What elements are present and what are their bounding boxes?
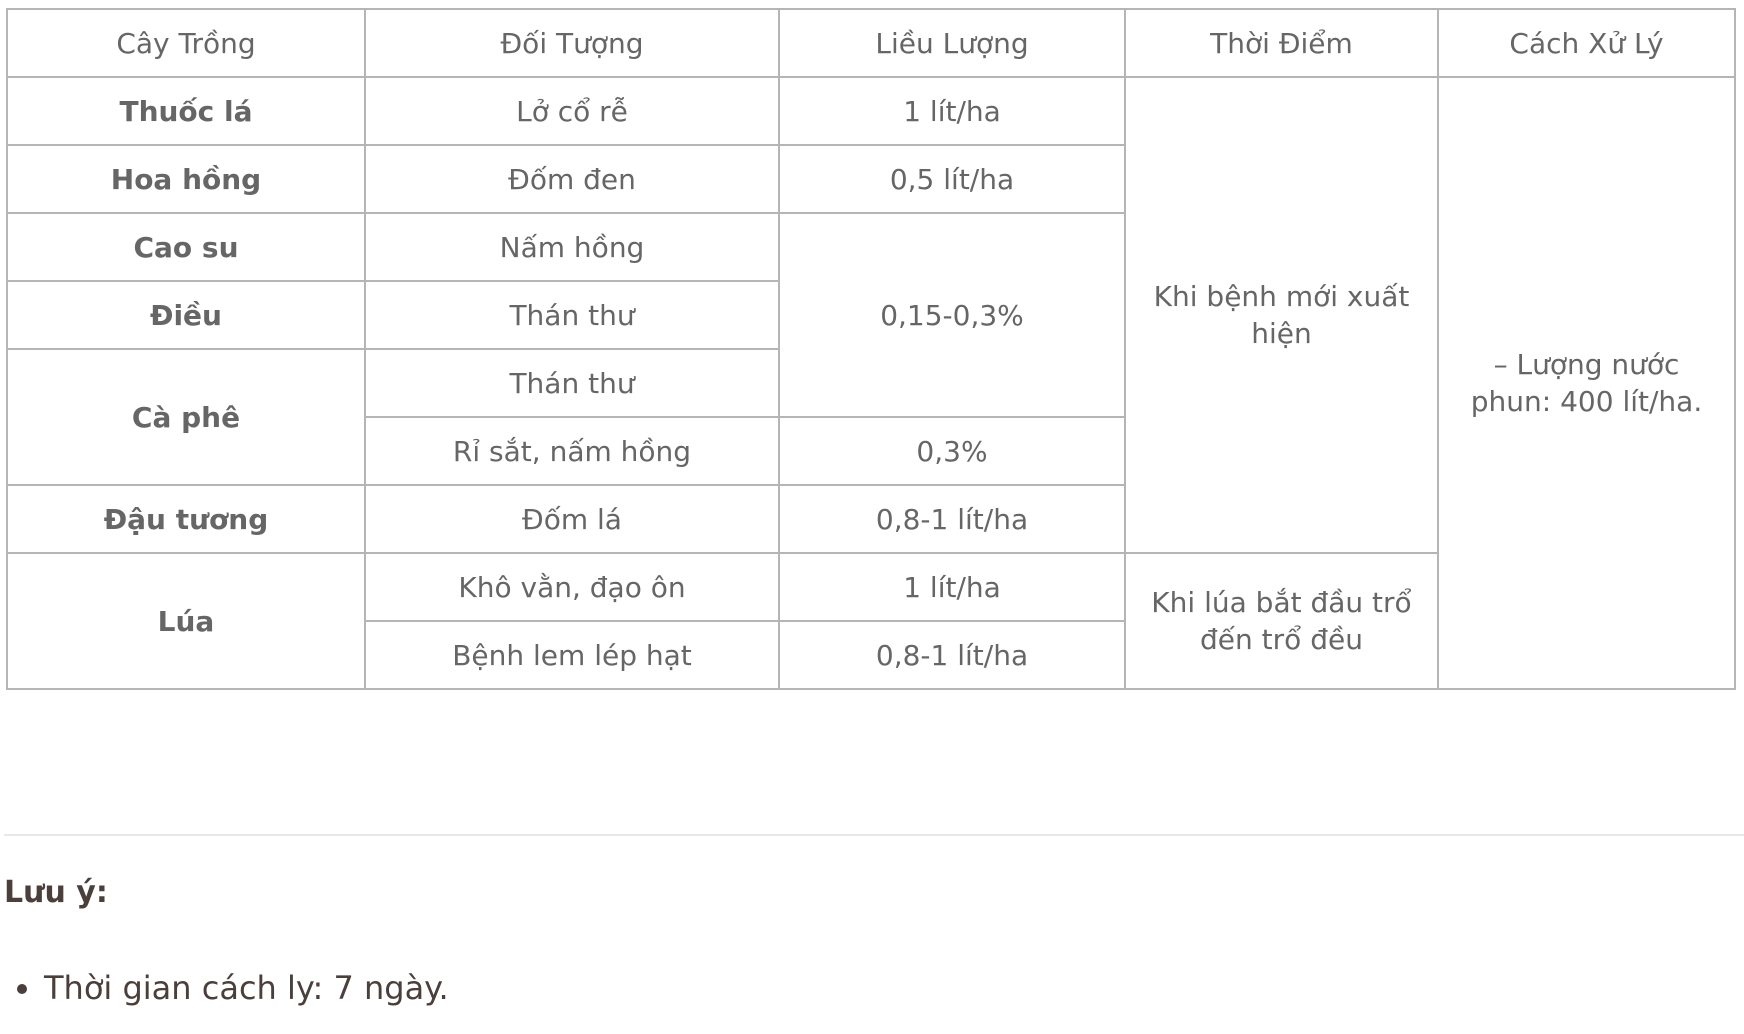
list-item: • Thời gian cách ly: 7 ngày. (44, 966, 449, 1010)
target-cell: Thán thư (365, 281, 779, 349)
target-cell: Đốm lá (365, 485, 779, 553)
section-divider (4, 834, 1744, 836)
target-cell: Lở cổ rễ (365, 77, 779, 145)
header-target: Đối Tượng (365, 9, 779, 77)
header-timing: Thời Điểm (1125, 9, 1438, 77)
crop-cell: Điều (7, 281, 365, 349)
target-cell: Rỉ sắt, nấm hồng (365, 417, 779, 485)
note-title: Lưu ý: (4, 875, 108, 910)
header-crop: Cây Trồng (7, 9, 365, 77)
dose-cell: 1 lít/ha (779, 77, 1125, 145)
crop-cell: Cà phê (7, 349, 365, 485)
dose-cell: 0,5 lít/ha (779, 145, 1125, 213)
crop-cell: Đậu tương (7, 485, 365, 553)
treatment-cell: – Lượng nước phun: 400 lít/ha. (1438, 77, 1735, 689)
dose-cell: 0,8-1 lít/ha (779, 485, 1125, 553)
crop-cell: Thuốc lá (7, 77, 365, 145)
table-header-row (7, 9, 1735, 77)
crop-cell: Lúa (7, 553, 365, 689)
target-cell: Khô vằn, đạo ôn (365, 553, 779, 621)
dose-cell: 1 lít/ha (779, 553, 1125, 621)
header-treatment: Cách Xử Lý (1438, 9, 1735, 77)
timing-cell-rice: Khi lúa bắt đầu trổ đến trổ đều (1125, 553, 1438, 689)
crop-cell: Cao su (7, 213, 365, 281)
dose-cell: 0,8-1 lít/ha (779, 621, 1125, 689)
target-cell: Nấm hồng (365, 213, 779, 281)
dose-cell: 0,3% (779, 417, 1125, 485)
crop-cell: Hoa hồng (7, 145, 365, 213)
target-cell: Thán thư (365, 349, 779, 417)
timing-cell: Khi bệnh mới xuất hiện (1125, 77, 1438, 553)
header-dose: Liều Lượng (779, 9, 1125, 77)
dosage-table (6, 8, 1736, 690)
note-list (4, 966, 449, 1010)
target-cell: Bệnh lem lép hạt (365, 621, 779, 689)
target-cell: Đốm đen (365, 145, 779, 213)
table-row (7, 77, 1735, 145)
dose-cell: 0,15-0,3% (779, 213, 1125, 417)
